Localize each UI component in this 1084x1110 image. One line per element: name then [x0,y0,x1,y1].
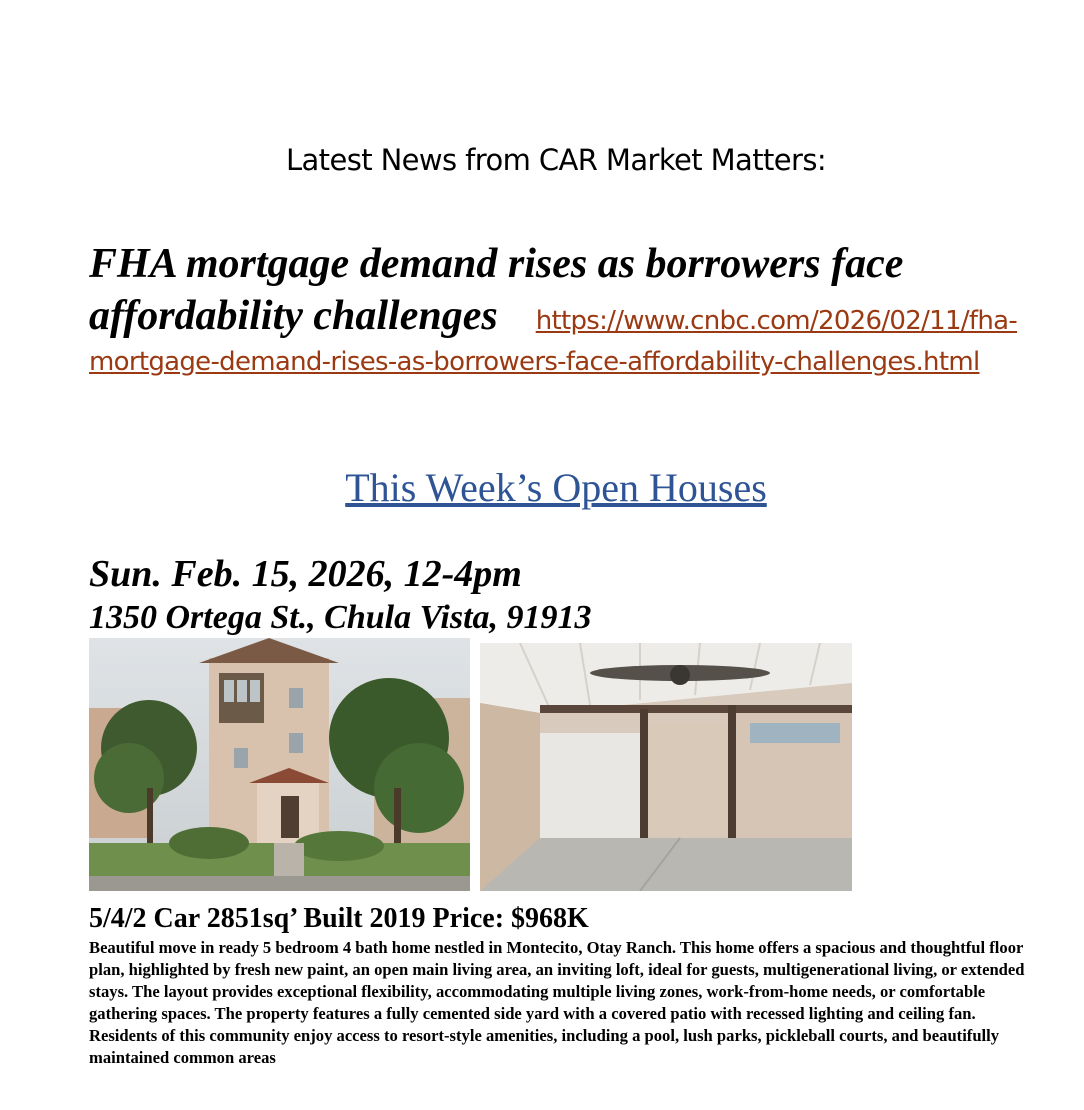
listing-specs: 5/4/2 Car 2851sq’ Built 2019 Price: $968K [89,903,589,934]
article-link[interactable]: https://www.cnbc.com/2026/02/11/fha-mortgage-demand-rises-as-borrowers-face-affordability-challenges.html [89,306,1018,377]
open-houses-heading[interactable]: This Week’s Open Houses [345,465,767,510]
house-front-photo [89,638,470,891]
news-heading: Latest News from CAR Market Matters: [285,143,827,177]
article-title: FHA mortgage demand rises as borrowers face affordability challenges [89,241,904,339]
covered-patio-photo [480,643,852,891]
listing-description: Beautiful move in ready 5 bedroom 4 bath home nestled in Montecito, Otay Ranch. This home offers a spacious and thoughtful floor plan, highlighted by fresh new paint, an open main living area, an inviting loft, ideal for guests, multigenerational living, or extended stays. The layout provides exceptional flexibility, accommodating multiple living zones, work-from-home needs, or comfortable gathering spaces. The property features a fully cemented side yard with a covered patio with recessed lighting and ceiling fan. Residents of this community enjoy access to resort-style amenities, including a pool, lush parks, pickleball courts, and beautifully maintained common areas [89,938,1025,1067]
open-house-address: 1350 Ortega St., Chula Vista, 91913 [89,599,592,636]
open-house-date: Sun. Feb. 15, 2026, 12-4pm [89,553,522,595]
news-article [89,238,1029,382]
